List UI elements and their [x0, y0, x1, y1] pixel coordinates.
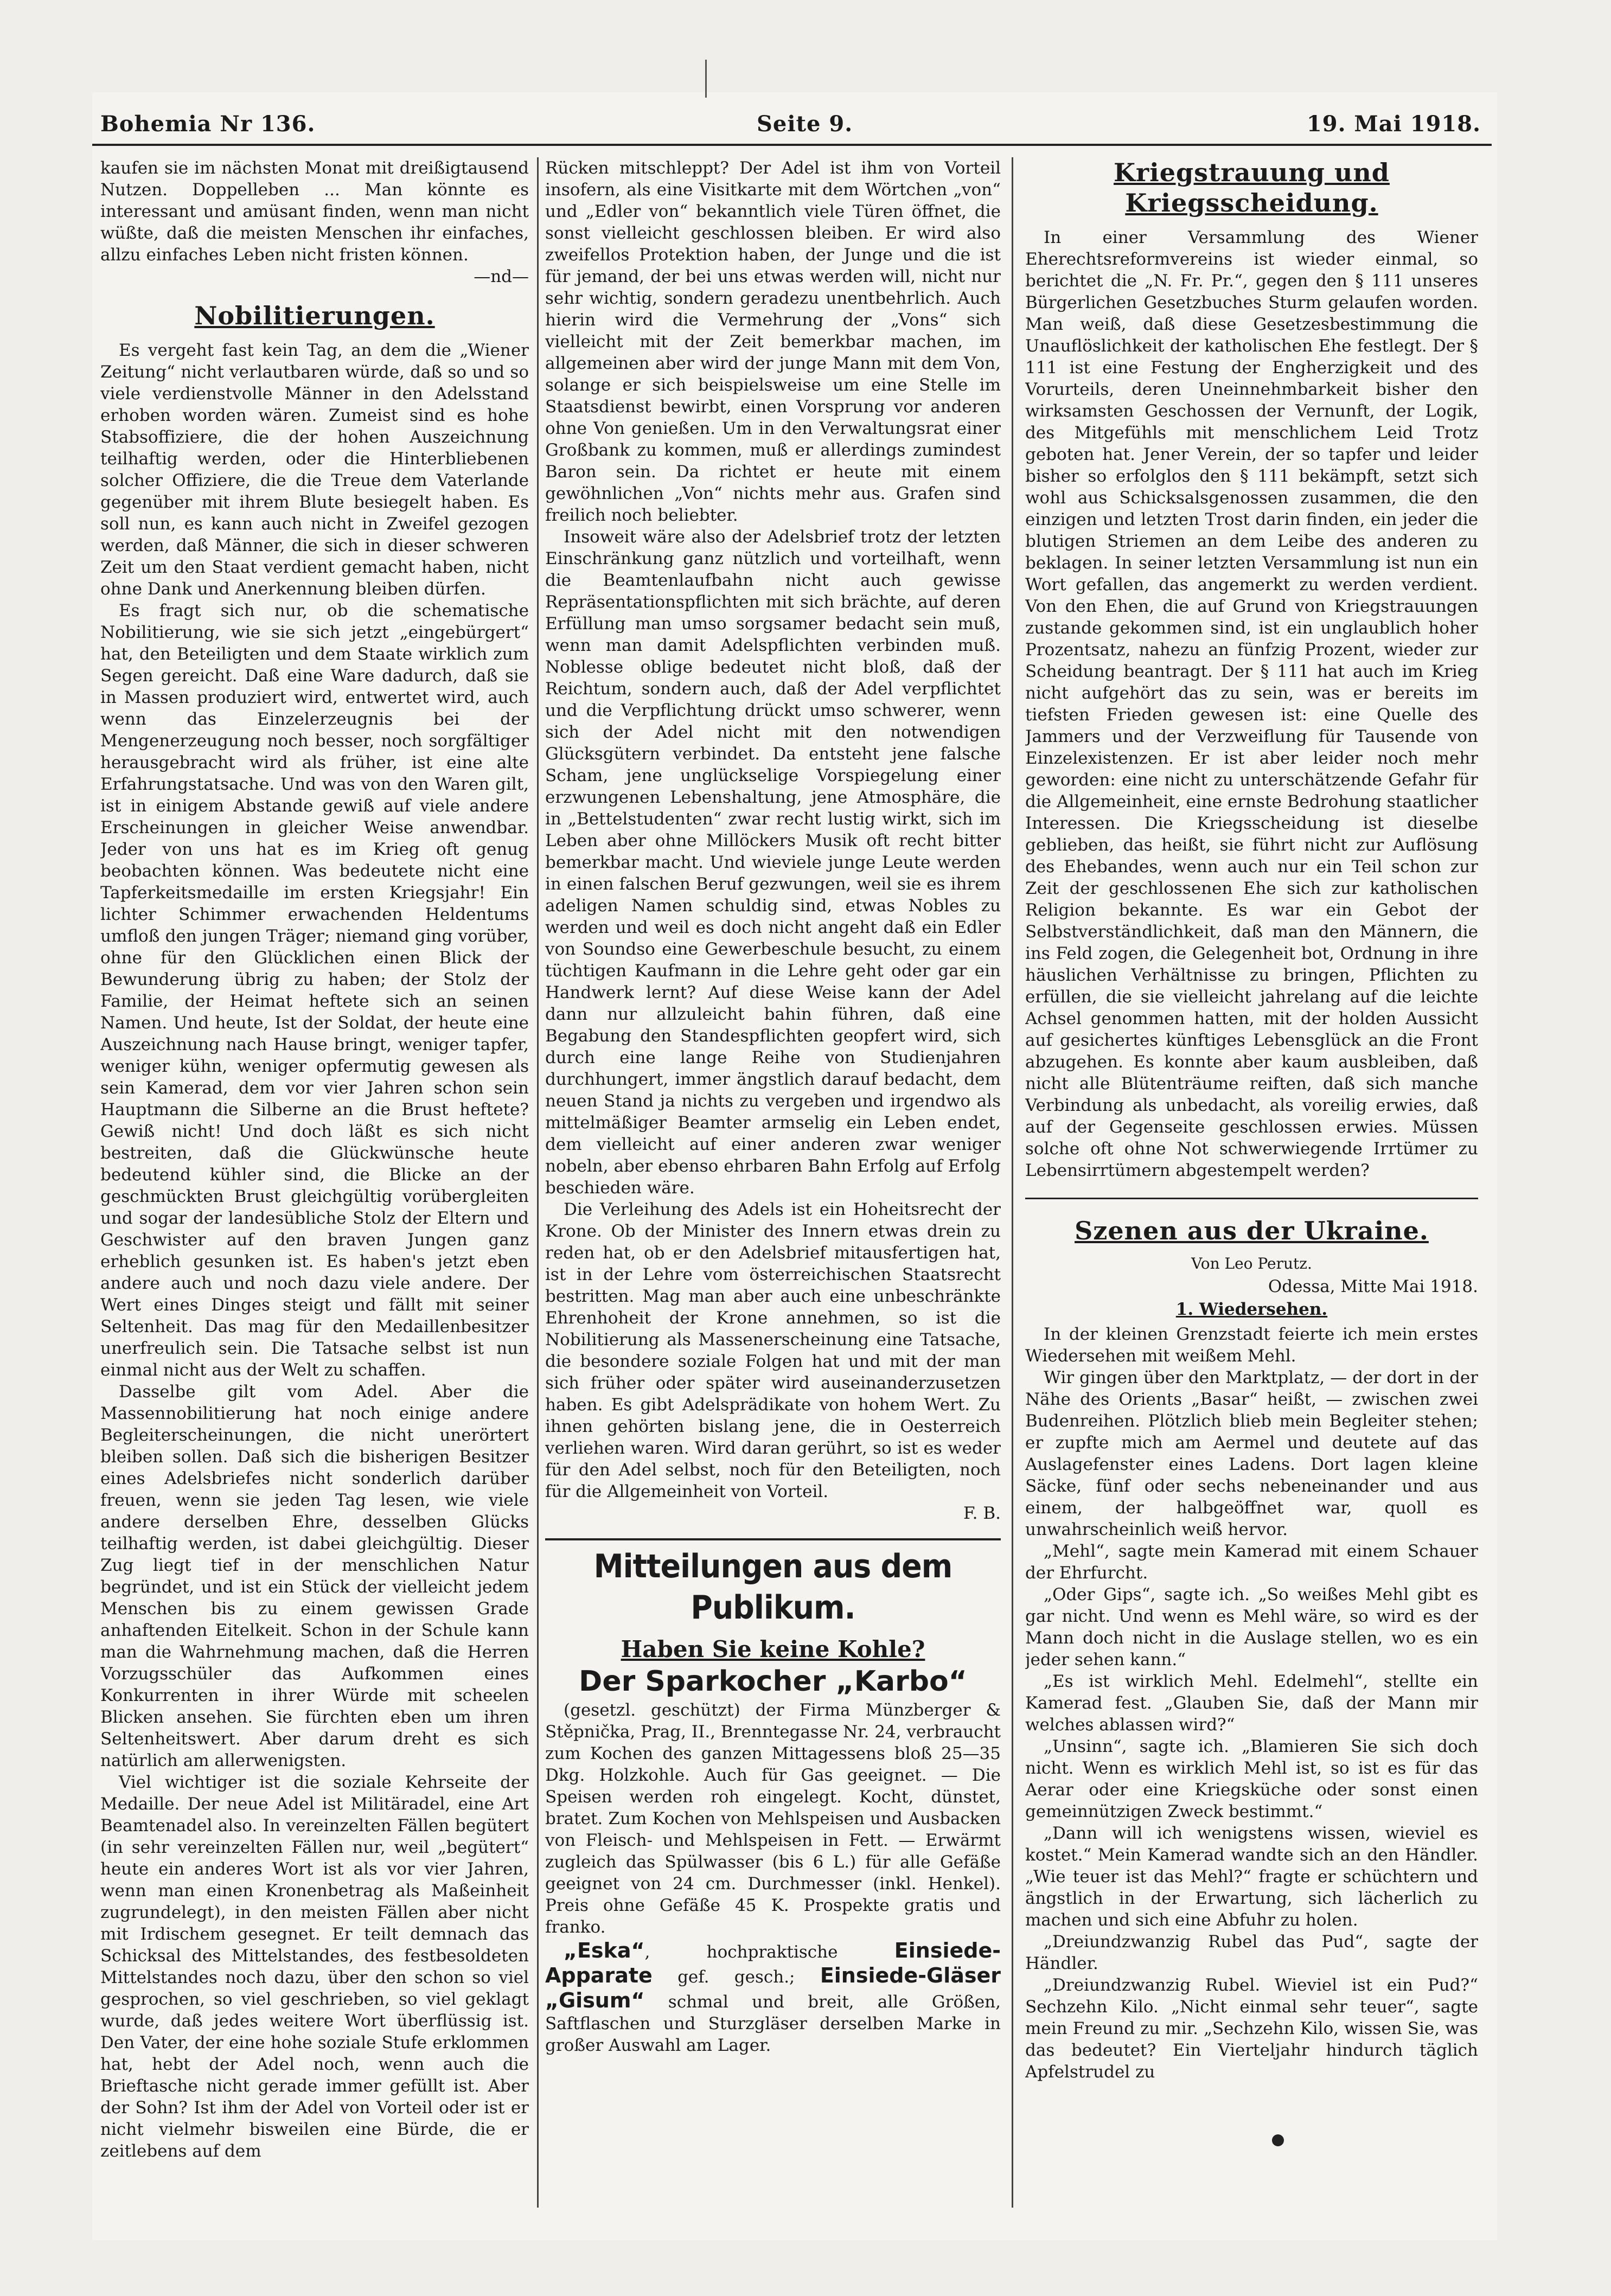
- story-title: Szenen aus der Ukraine.: [1075, 1216, 1429, 1245]
- ad-banner: Mitteilungen aus dem Publikum.: [593, 1547, 952, 1627]
- story-subhead: 1. Wiedersehen.: [1175, 1300, 1328, 1319]
- ad-body: (gesetzl. geschützt) der Firma Münzberger & Stěpnička, Prag, II., Brenntegasse Nr. 24, verbraucht zum Kochen des ganzen Mittagessens bloß 25—35 Dkg. Holzkohle. Auch für Gas geeignet. — Die Speisen werden roh eingelegt. Kocht, dünstet, bratet. Zum Kochen von Mehlspeisen und Ausbacken von Fleisch- und Mehlspeisen in Fett. — Erwärmt zugleich das Spülwasser (bis 6 L.) für alle Gefäße geeignet von 24 cm. Durchmesser (inkl. Henkel). Preis ohne Gefäße 45 K. Prospekte gratis und franko.: [545, 1700, 1001, 1937]
- article-paragraph: Dasselbe gilt vom Adel. Aber die Massennobilitierung hat noch einige andere Begleiterscheinungen, die nicht unerörtert bleiben sollen. Daß sich die bisherigen Besitzer eines Adelsbriefes nicht sonderlich darüber freuen, wenn sie jeden Tag lesen, wie viele andere derselben Ehre, desselben Glücks teilhaftig werden, ist dabei gleichgültig. Dieser Zug liegt tief in der menschlichen Natur begründet, und ist ein Stück der vielleicht jedem Menschen bis zu einem gewissen Grade anhaftenden Eitelkeit. Schon in der Schule kann man die Wahrnehmung machen, daß die Herren Vorzugsschüler das Aufkommen eines Konkurrenten in ihrer Würde mit scheelen Blicken ansehen. Sie fürchten eben um ihren Seltenheitswert. Aber darum dreht es sich natürlich am allerwenigsten.: [100, 1382, 529, 1770]
- article-paragraph: Rücken mitschleppt? Der Adel ist ihm von Vorteil insofern, als eine Visitkarte mit dem Wörtchen „von“ und „Edler von“ bekanntlich viele Türen öffnet, die sonst vielleicht geschlossen bleiben. Er wird also zweifellos Protektion haben, der Junge und die ist für jemand, der bei uns etwas werden will, nicht nur sehr wichtig, sondern geradezu unentbehrlich. Auch hierin wird die Vermehrung der „Vons“ sich vielleicht mit der Zeit bemerkbar machen, im allgemeinen aber wird der junge Mann mit dem Von, solange er sich beispielsweise um eine Stelle im Staatsdienst bewirbt, einen Vorsprung vor anderen ohne Von genießen. Um in den Verwaltungsrat einer Großbank zu kommen, muß er allerdings zumindest Baron sein. Da richtet er heute mit einem gewöhnlichen „Von“ nichts mehr aus. Grafen sind freilich noch beliebter.: [545, 158, 1001, 525]
- advertisement: [545, 1538, 1001, 2056]
- column-1: [100, 157, 529, 2208]
- story-paragraph: In der kleinen Grenzstadt feierte ich mein erstes Wiedersehen mit weißem Mehl.: [1025, 1325, 1478, 1366]
- intro-paragraph: kaufen sie im nächsten Monat mit dreißigtausend Nutzen. Doppelleben ... Man könnte es interessant und amüsant finden, wenn man nicht wüßte, daß die meisten Menschen ihr einfaches, allzu einfaches Leben nicht fristen können.: [100, 158, 529, 265]
- story-paragraph: Wir gingen über den Marktplatz, — der dort in der Nähe des Orients „Basar“ heißt, — zwischen zwei Budenreihen. Plötzlich blieb mein Begleiter stehen; er zupfte mich am Aermel und deutete auf das Auslagefenster eines Ladens. Dort lagen kleine Säcke, fünf oder sechs nebeneinander und aus einem, der halbgeöffnet war, quoll es unwahrscheinlich weiß hervor.: [1025, 1368, 1478, 1539]
- ad-einsiede-apparate: Einsiede-Apparate: [545, 1939, 1001, 1987]
- story-dateline: Odessa, Mitte Mai 1918.: [1268, 1277, 1478, 1296]
- column-3: [1025, 157, 1478, 2208]
- article-paragraph: Die Verleihung des Adels ist ein Hoheitsrecht der Krone. Ob der Minister des Innern etwas drein zu reden hat, ob er den Adelsbrief mitausfertigen hat, ist in der Lehre vom österreichischen Staatsrecht bestritten. Mag man aber auch eine unbeschränkte Ehrenhoheit der Krone annehmen, so ist die Nobilitierung als Massenerscheinung eine Tatsache, die besondere soziale Folgen hat und mit der man sich früher oder später wird auseinanderzusetzen haben. Es gibt Adelsprädikate von hohem Wert. Zu ihnen gehörten bislang jene, die in Oesterreich verliehen waren. Wird daran gerührt, so ist es weder für den Adel selbst, noch für den Beteiligten, noch für die Allgemeinheit von Vorteil.: [545, 1200, 1001, 1501]
- header-issue: Bohemia Nr 136.: [100, 111, 316, 137]
- story-ukraine: [1025, 1198, 1478, 2083]
- article-paragraph: Insoweit wäre also der Adelsbrief trotz der letzten Einschränkung ganz nützlich und vorteilhaft, wenn die Beamtenlaufbahn nicht auch gewisse Repräsentationspflichten mit sich brächte, auf deren Erfüllung man umso sorgsamer bedacht sein muß, wenn man damit Adelspflichten verbinden muß. Noblesse oblige bedeutet nicht bloß, daß der Reichtum, sondern auch, daß der Adel verpflichtet und die Verpflichtung drückt umso schwerer, wenn sich der Adel nicht mit den notwendigen Glücksgütern verbindet. Da entsteht jene falsche Scham, jene unglückselige Vorspiegelung einer erzwungenen Lebenshaltung, jene Atmosphäre, die in „Bettelstudenten“ zwar recht lustig wirkt, sich im Leben aber ohne Millöckers Musik oft recht bitter bemerkbar macht. Und wieviele junge Leute werden in einen falschen Beruf gezwungen, weil sie es ihrem adeligen Namen schuldig sind, etwas Nobles zu werden und weil es doch nicht angeht daß ein Edler von Soundso eine Gewerbeschule besucht, zu einem tüchtigen Kaufmann in die Lehre geht oder gar ein Handwerk lernt? Auf diese Weise kann der Adel dann nur allzuleicht bahin führen, daß eine Begabung den Standespflichten geopfert wird, sich durch eine lange Reihe von Studienjahren durchhungert, immer ängstlich darauf bedacht, dem neuen Stand ja nichts zu vergeben und irgendwo als mittelmäßiger Beamter armselig ein Leben endet, dem vielleicht auf einer anderen zwar weniger nobeln, aber ebenso ehrbaren Bahn Erfolg auf Erfolg beschieden wäre.: [545, 527, 1001, 1198]
- ad-eska: [545, 1938, 1001, 2056]
- ad-eska-text-1: , hochpraktische: [644, 1942, 838, 1962]
- story-paragraph: „Dann will ich wenigstens wissen, wieviel es kostet.“ Mein Kamerad wandte sich an den Händler. „Wie teuer ist das Mehl?“ fragte er schüchtern und ängstlich in der Erwartung, sich lächerlich zu machen und sich eine Abfuhr zu holen.: [1025, 1824, 1478, 1930]
- ad-product-name: Der Sparkocher „Karbo“: [579, 1665, 967, 1698]
- ad-eska-brand: „Eska“: [564, 1939, 645, 1962]
- article-paragraph: Es vergeht fast kein Tag, an dem die „Wiener Zeitung“ nicht verlautbaren würde, daß so und so viele verdienstvolle Männer in den Adelsstand erhoben worden wären. Zumeist sind es hohe Stabsoffiziere, die der hohen Auszeichnung teilhaftig werden, oder die Hinterbliebenen solcher Offiziere, die die Treue dem Vaterlande gegenüber mit ihrem Blute besiegelt haben. Es soll nun, es kann auch nicht in Zweifel gezogen werden, daß Männer, die sich in dieser schweren Zeit um den Staat verdient gemacht haben, nicht ohne Dank und Anerkennung bleiben dürfen.: [100, 341, 529, 599]
- story-paragraph: „Dreiundzwanzig Rubel das Pud“, sagte der Händler.: [1025, 1932, 1478, 1973]
- ink-dot: [1272, 2134, 1284, 2146]
- column-divider-1: [537, 157, 539, 2208]
- header-page-number: Seite 9.: [757, 111, 853, 137]
- article-title-nobilitierungen: Nobilitierungen.: [194, 301, 435, 330]
- story-paragraph: „Es ist wirklich Mehl. Edelmehl“, stellte ein Kamerad fest. „Glauben Sie, daß der Mann mir welches ablassen wird?“: [1025, 1672, 1478, 1735]
- article-paragraph: In einer Versammlung des Wiener Eherechtsreformvereins ist wieder einmal, so berichtet die „N. Fr. Pr.“, gegen den § 111 unseres Bürgerlichen Gesetzbuches Sturm gelaufen worden. Man weiß, daß diese Gesetzesbestimmung die Unauflöslichkeit der katholischen Ehe festlegt. Der § 111 ist eine Festung der Engherzigkeit und des Vorurteils, deren Uneinnehmbarkeit bisher den wirksamsten Geschossen der Vernunft, der Logik, des Mitgefühls mit menschlichem Leid Trotz geboten hat. Jener Verein, der so tapfer und leider bisher so erfolglos den § 111 bekämpft, setzt sich wohl aus Schicksalsgenossen zusammen, die den einzigen und letzten Trost darin finden, ein jeder die blutigen Striemen an dem Leibe des anderen zu beklagen. In seiner letzten Versammlung ist nun ein Wort gefallen, das angemerkt zu werden verdient. Von den Ehen, die auf Grund von Kriegstrauungen zustande gekommen sind, ist ein unglaublich hoher Prozentsatz, nahezu an fünfzig Prozent, wieder zur Scheidung beantragt. Der § 111 hat auch im Krieg nicht aufgehört das zu sein, was er bereits im tiefsten Frieden gewesen ist: eine Quelle des Jammers und der Verzweiflung für Tausende von Einzelexistenzen. Er ist aber leider noch mehr geworden: eine nicht zu unterschätzende Gefahr für die Allgemeinheit, eine ernste Bedrohung staatlicher Interessen. Die Kriegsscheidung ist dieselbe geblieben, das heißt, sie führt nicht zur Auflösung des Ehebandes, wenn auch nur ein Teil schon zur Zeit der geschlossenen Ehe sich zur katholischen Religion bekannte. Es war ein Gebot der Selbstverständlichkeit, daß man den Männern, die ins Feld zogen, die Gelegenheit bot, Ordnung in ihre häuslichen Verhältnisse zu bringen, Pflichten zu erfüllen, die sie vielleicht jahrelang auf die leichte Achsel genommen hatten, mit der holden Aussicht auf gesichertes künftiges Lebensglück an die Front abzugehen. Es konnte aber kaum ausbleiben, daß nicht alle Blütenträume reiften, daß sich manche Verbindung als unbedacht, als voreilig erwies, daß auf der Gegenseite geschlossen erwies. Müssen solche oft ohne Not schwerwiegende Irrtümer zu Lebensirrtümern abgestempelt werden?: [1025, 228, 1478, 1180]
- intro-signature: —nd—: [474, 267, 529, 286]
- article-paragraph: Es fragt sich nur, ob die schematische Nobilitierung, wie sie sich jetzt „eingebürgert“ hat, den Beteiligten und dem Staate wirklich zum Segen gereicht. Daß eine Ware dadurch, daß sie in Massen produziert wird, entwertet wird, auch wenn das Einzelerzeugnis bei der Mengenerzeugung noch besser, noch sorgfältiger herausgebracht wird als früher, ist eine alte Erfahrungstatsache. Und was von den Waren gilt, ist in einigem Abstande gewiß auf viele andere Erscheinungen in gleicher Weise anwendbar. Jeder von uns hat es im Krieg oft genug beobachten können. Was bedeutete nicht eine Tapferkeitsmedaille im ersten Kriegsjahr! Ein lichter Schimmer erwachenden Heldentums umfloß den jungen Träger; niemand ging vorüber, ohne für den Glücklichen einen Blick der Bewunderung übrig zu haben; der Stolz der Familie, der Heimat heftete sich an seinen Namen. Und heute, Ist der Soldat, der heute eine Auszeichnung nach Hause bringt, weniger tapfer, weniger kühn, weniger opfermutig gewesen als sein Kamerad, dem vor vier Jahren schon sein Hauptmann die Silberne an die Brust heftete? Gewiß nicht! Und doch läßt es sich nicht bestreiten, daß die Glückwünsche heute bedeutend kühler sind, die Blicke an der geschmückten Brust gleichgültig vorübergleiten und sogar der landesübliche Stolz der Eltern und Geschwister auf den braven Jungen ganz erheblich gesunken ist. Es haben's jetzt eben andere auch und noch dazu viele andere. Der Wert eines Dinges steigt und fällt mit seiner Seltenheit. Das mag für den Medaillenbesitzer unerfreulich sein. Die Tatsache selbst ist nun einmal nicht aus der Welt zu schaffen.: [100, 601, 529, 1380]
- column-2: [545, 157, 1001, 2208]
- header-rule: [92, 144, 1492, 146]
- story-paragraph: „Unsinn“, sagte ich. „Blamieren Sie sich doch nicht. Wenn es wirklich Mehl ist, so ist es für das Aerar oder eine Kriegsküche oder sonst einen gemeinnützigen Zweck bestimmt.“: [1025, 1737, 1478, 1821]
- ad-einsiede-glaeser: Einsiede-Gläser „Gisum“: [545, 1964, 1001, 2012]
- ad-question: Haben Sie keine Kohle?: [621, 1636, 925, 1662]
- page-fold-mark: [705, 60, 707, 98]
- story-paragraph: „Oder Gips“, sagte ich. „So weißes Mehl gibt es gar nicht. Und wenn es Mehl wäre, so wird es der Mann doch nicht in die Auslage stellen, wo es ein jeder sehen kann.“: [1025, 1585, 1478, 1670]
- ad-eska-text-2: gef. gesch.;: [677, 1967, 795, 1987]
- article-paragraph: Viel wichtiger ist die soziale Kehrseite der Medaille. Der neue Adel ist Militäradel, eine Art Beamtenadel also. In vereinzelten Fällen begütert (in sehr vereinzelten Fällen nur, weil „begütert“ heute ein anderes Wort ist als vor vier Jahren, wenn man einen Kronenbetrag als Maßeinheit zugrundelegt), in den meisten Fällen aber nicht mit Irdischem gesegnet. Er teilt demnach das Schicksal des Mittelstandes, des festbesoldeten Mittelstandes noch dazu, über den schon so viel gesprochen, so viel geschrieben, so viel geklagt wurde, daß jedes weitere Wort überflüssig ist. Den Vater, der eine hohe soziale Stufe erklommen hat, hebt der Adel noch, wenn auch die Brieftasche nicht gerade immer gefüllt ist. Aber der Sohn? Ist ihm der Adel von Vorteil oder ist er nicht vielmehr bisweilen eine Bürde, die er zeitlebens auf dem: [100, 1773, 529, 2161]
- story-byline: Von Leo Perutz.: [1191, 1255, 1312, 1272]
- column-divider-2: [1012, 157, 1013, 2208]
- article-signature: F. B.: [963, 1504, 1001, 1523]
- article-title-kriegstrauung: Kriegstrauung und Kriegsscheidung.: [1114, 158, 1390, 218]
- story-paragraph: „Mehl“, sagte mein Kamerad mit einem Schauer der Ehrfurcht.: [1025, 1542, 1478, 1583]
- header-date: 19. Mai 1918.: [1306, 111, 1481, 137]
- story-paragraph: „Dreiundzwanzig Rubel. Wieviel ist ein Pud?“ Sechzehn Kilo. „Nicht einmal sehr teuer“, sagte mein Freund zu mir. „Sechzehn Kilo, wissen Sie, was das bedeutet? Ein Vierteljahr hindurch täglich Apfelstrudel zu: [1025, 1975, 1478, 2082]
- ad-eska-text-3: schmal und breit, alle Größen, Saftflaschen und Sturzgläser derselben Marke in großer Auswahl am Lager.: [545, 1992, 1001, 2055]
